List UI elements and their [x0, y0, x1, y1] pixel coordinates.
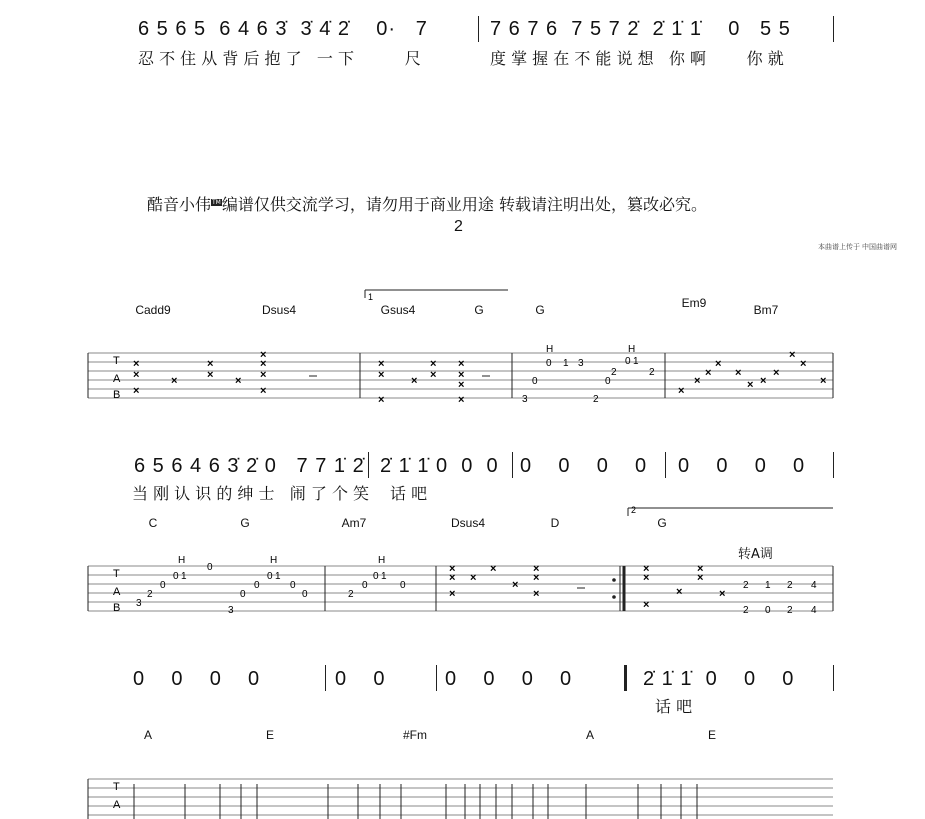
barline — [833, 16, 834, 42]
svg-text:×: × — [133, 385, 140, 397]
chord-g: G — [657, 516, 667, 530]
svg-text:0: 0 — [400, 580, 406, 591]
svg-text:1: 1 — [633, 356, 639, 367]
svg-text:3: 3 — [136, 598, 142, 609]
chord-gsus4: Gsus4 — [380, 303, 416, 317]
svg-text:×: × — [697, 563, 704, 575]
svg-text:0: 0 — [290, 580, 296, 591]
svg-text:0: 0 — [207, 562, 213, 573]
svg-text:×: × — [820, 375, 827, 387]
svg-text:1: 1 — [181, 571, 187, 582]
svg-text:0: 0 — [160, 580, 166, 591]
chord-d: D — [550, 516, 560, 530]
notation-line-5d: 2̇ 1̇ 1̇ 0 0 0 — [643, 668, 795, 690]
notation-line-5b: 0 0 — [335, 668, 386, 690]
svg-text:×: × — [678, 385, 685, 397]
tab-letter-b: B — [113, 389, 121, 401]
svg-text:0: 0 — [373, 571, 379, 582]
barline — [833, 452, 834, 478]
notation-line-3b: 2̇ 1̇ 1̇ 0 0 0 — [380, 455, 499, 477]
svg-text:×: × — [171, 375, 178, 387]
svg-text:×: × — [133, 369, 140, 381]
svg-text:×: × — [735, 367, 742, 379]
svg-text:×: × — [260, 349, 267, 361]
credit-text: 编谱仅供交流学习，请勿用于商业用途 转载请注明出处，篡改必究。 — [221, 195, 707, 214]
svg-text:×: × — [449, 572, 456, 584]
svg-text:×: × — [260, 369, 267, 381]
svg-text:×: × — [207, 358, 214, 370]
svg-text:2: 2 — [787, 605, 793, 616]
svg-text:×: × — [458, 394, 465, 406]
svg-text:H: H — [628, 344, 636, 355]
svg-text:×: × — [235, 375, 242, 387]
svg-text:A: A — [113, 799, 121, 811]
svg-text:×: × — [643, 572, 650, 584]
lyrics-line-3a: 当 刚 认 识 的 绅 士 闹 了 个 笑 — [132, 484, 370, 503]
svg-text:0: 0 — [173, 571, 179, 582]
svg-text:B: B — [113, 602, 121, 614]
chord-dsus4: Dsus4 — [450, 516, 485, 530]
svg-text:0: 0 — [532, 376, 538, 387]
credit-line — [147, 192, 707, 215]
svg-text:×: × — [260, 358, 267, 370]
svg-text:×: × — [533, 563, 540, 575]
svg-text:×: × — [260, 385, 267, 397]
tab-staff-row-2 — [0, 280, 925, 420]
chord-c: C — [148, 516, 158, 530]
repeat-barline — [624, 665, 627, 691]
svg-text:0: 0 — [240, 589, 246, 600]
svg-text:2: 2 — [593, 394, 599, 405]
svg-text:×: × — [430, 358, 437, 370]
svg-text:×: × — [411, 375, 418, 387]
svg-text:0: 0 — [302, 589, 308, 600]
svg-text:×: × — [378, 369, 385, 381]
svg-text:×: × — [643, 599, 650, 611]
chord-dsus4: Dsus4 — [261, 303, 296, 317]
svg-text:T: T — [113, 568, 120, 580]
svg-text:×: × — [449, 588, 456, 600]
svg-text:×: × — [490, 563, 497, 575]
chord-cadd9: Cadd9 — [135, 303, 171, 317]
svg-text:×: × — [643, 563, 650, 575]
svg-text:3: 3 — [228, 605, 234, 616]
svg-text:1: 1 — [275, 571, 281, 582]
svg-text:4: 4 — [811, 605, 817, 616]
lyrics-line-5: 话 吧 — [655, 697, 693, 716]
volta-1-label: 1 — [368, 292, 374, 302]
key-change-label: 转A调 — [738, 547, 773, 562]
notation-line-1a: 6 5 6 5 6 4 6 3̇ 3̇ 4̇ 2̇ 0· 7 — [138, 18, 428, 40]
svg-text:×: × — [133, 358, 140, 370]
svg-text:×: × — [458, 369, 465, 381]
lyrics-line-1b: 度 掌 握 在 不 能 说 想 你 啊 你 就 — [490, 49, 784, 68]
svg-text:4: 4 — [811, 580, 817, 591]
tab-letter-a: A — [113, 373, 121, 385]
svg-text:1: 1 — [563, 358, 569, 369]
svg-text:0: 0 — [546, 358, 552, 369]
svg-text:×: × — [430, 369, 437, 381]
svg-text:×: × — [449, 563, 456, 575]
barline — [478, 16, 479, 42]
credit-author: 酷音小伟 — [147, 195, 212, 214]
tab-letter-t: T — [113, 355, 120, 367]
svg-text:×: × — [760, 375, 767, 387]
svg-text:1: 1 — [381, 571, 387, 582]
svg-text:0: 0 — [765, 605, 771, 616]
notation-line-3c: 0 0 0 0 — [520, 455, 648, 477]
svg-text:2: 2 — [649, 367, 655, 378]
svg-text:×: × — [773, 367, 780, 379]
svg-text:2: 2 — [787, 580, 793, 591]
hammer-on-label: H — [178, 555, 186, 566]
svg-text:0: 0 — [362, 580, 368, 591]
barline — [325, 665, 326, 691]
lyrics-line-3b: 话 吧 — [390, 484, 428, 503]
svg-text:×: × — [719, 588, 726, 600]
svg-text:×: × — [789, 349, 796, 361]
svg-text:×: × — [747, 379, 754, 391]
chord-e: E — [265, 728, 274, 742]
chord-g: G — [535, 303, 545, 317]
svg-text:×: × — [533, 572, 540, 584]
notation-line-3a: 6 5 6 4 6 3̇ 2̇ 0 7 7 1̇ 2̇ — [134, 455, 365, 477]
svg-text:H: H — [546, 344, 554, 355]
svg-text:2: 2 — [611, 367, 617, 378]
watermark-text: 本曲谱上传于 中国曲谱网 — [818, 244, 897, 251]
svg-text:×: × — [697, 572, 704, 584]
svg-text:×: × — [676, 586, 683, 598]
chord-a: A — [585, 728, 594, 742]
svg-text:×: × — [378, 394, 385, 406]
chord-am7: Am7 — [341, 516, 367, 530]
notation-line-1b: 7 6 7 6 7 5 7 2̇ 2̇ 1̇ 1̇ 0 5 5 — [490, 18, 791, 40]
volta-2-label: 2 — [631, 505, 637, 515]
chord-g: G — [240, 516, 250, 530]
barline — [368, 452, 369, 478]
svg-text:×: × — [458, 358, 465, 370]
barline — [436, 665, 437, 691]
svg-text:×: × — [458, 379, 465, 391]
lyrics-line-1a: 忍 不 住 从 背 后 抱 了 一 下 尺 — [138, 49, 421, 68]
svg-text:T: T — [113, 781, 120, 793]
chord-e: E — [707, 728, 716, 742]
svg-text:×: × — [512, 579, 519, 591]
svg-text:×: × — [207, 369, 214, 381]
trademark-badge: TM — [212, 198, 221, 206]
svg-text:0: 0 — [605, 376, 611, 387]
svg-text:3: 3 — [522, 394, 528, 405]
svg-text:×: × — [800, 358, 807, 370]
svg-text:1: 1 — [765, 580, 771, 591]
svg-text:×: × — [705, 367, 712, 379]
svg-text:×: × — [715, 358, 722, 370]
svg-text:×: × — [694, 375, 701, 387]
notation-line-5c: 0 0 0 0 — [445, 668, 573, 690]
svg-text:×: × — [378, 358, 385, 370]
chord-a: A — [143, 728, 152, 742]
svg-text:0: 0 — [267, 571, 273, 582]
svg-text:2: 2 — [147, 589, 153, 600]
svg-text:0: 0 — [625, 356, 631, 367]
svg-text:0: 0 — [254, 580, 260, 591]
barline — [665, 452, 666, 478]
svg-text:×: × — [470, 572, 477, 584]
tab-staff-row-6 — [0, 770, 925, 819]
chord-g: G — [474, 303, 484, 317]
notation-line-5a: 0 0 0 0 — [133, 668, 261, 690]
hammer-on-label: H — [270, 555, 278, 566]
page-number: 2 — [454, 218, 463, 235]
notation-line-3d: 0 0 0 0 — [678, 455, 806, 477]
svg-text:2: 2 — [743, 605, 749, 616]
barline — [833, 665, 834, 691]
svg-text:×: × — [533, 588, 540, 600]
chord-bm7: Bm7 — [753, 303, 779, 317]
svg-text:2: 2 — [348, 589, 354, 600]
svg-text:2: 2 — [743, 580, 749, 591]
hammer-on-label: H — [378, 555, 386, 566]
svg-text:3: 3 — [578, 358, 584, 369]
barline — [512, 452, 513, 478]
svg-text:A: A — [113, 586, 121, 598]
chord-fsharp-m: #Fm — [403, 728, 427, 742]
chord-em9: Em9 — [681, 296, 707, 310]
